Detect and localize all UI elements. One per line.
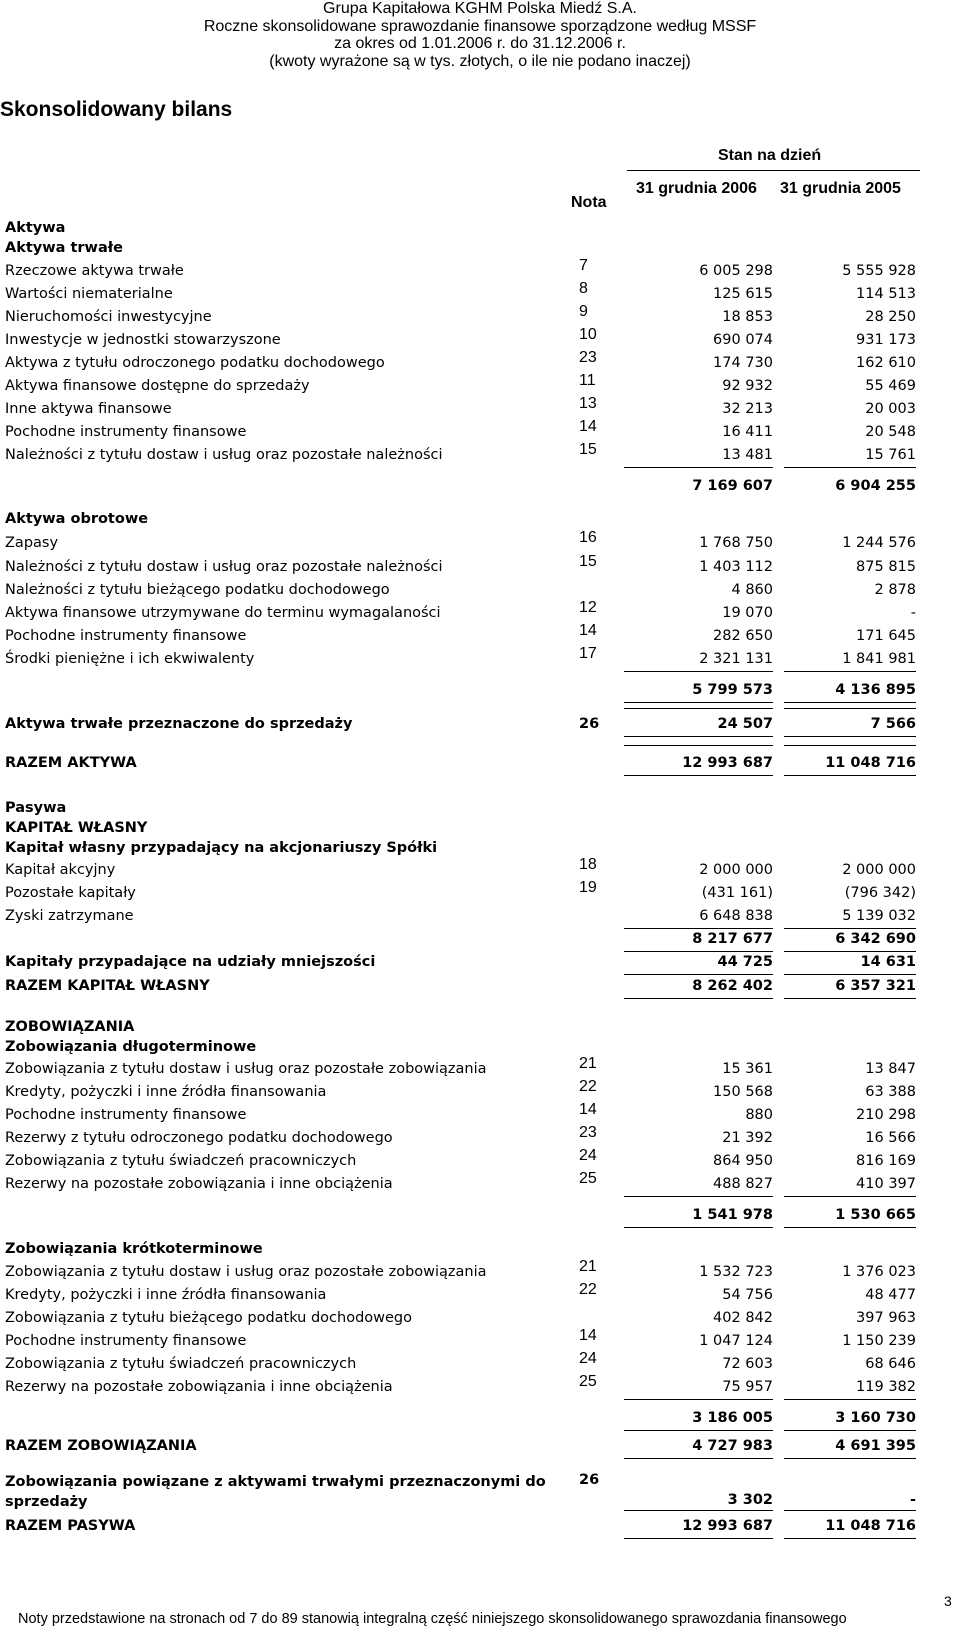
table-row bbox=[0, 820, 960, 840]
value-2006: 690 074 bbox=[713, 332, 773, 348]
value-2006: 1 403 112 bbox=[699, 559, 773, 575]
value-underline bbox=[624, 974, 773, 975]
row-nota: 21 bbox=[579, 1055, 597, 1072]
table-row bbox=[0, 1019, 960, 1039]
row-label: RAZEM KAPITAŁ WŁASNY bbox=[5, 978, 210, 994]
value-underline bbox=[624, 1227, 773, 1228]
value-2006: 5 799 573 bbox=[692, 682, 773, 698]
value-underline bbox=[624, 467, 773, 468]
table-row bbox=[0, 1147, 960, 1173]
value-2006: 174 730 bbox=[713, 355, 773, 371]
table-row bbox=[0, 954, 960, 974]
value-2005: - bbox=[909, 1492, 916, 1508]
value-underline bbox=[784, 775, 916, 776]
row-nota: 17 bbox=[579, 645, 597, 662]
report-title-line: Roczne skonsolidowane sprawozdanie finansowe sporządzone według MSSF bbox=[203, 17, 757, 35]
value-underline bbox=[784, 1510, 916, 1511]
row-label: Rezerwy na pozostałe zobowiązania i inne obciążenia bbox=[5, 1176, 393, 1192]
value-2006: 1 541 978 bbox=[692, 1207, 773, 1223]
value-underline bbox=[624, 928, 773, 929]
value-underline bbox=[784, 1196, 916, 1197]
value-2006: 6 005 298 bbox=[699, 263, 773, 279]
table-row bbox=[0, 303, 960, 329]
table-row bbox=[0, 1518, 960, 1538]
table-row bbox=[0, 1124, 960, 1150]
row-label: Zobowiązania z tytułu dostaw i usług oraz pozostałe zobowiązania bbox=[5, 1264, 487, 1280]
subtotal-row bbox=[0, 478, 960, 498]
row-nota: 14 bbox=[579, 622, 597, 639]
value-2005: 6 357 321 bbox=[835, 978, 916, 994]
value-2005: 119 382 bbox=[856, 1379, 916, 1395]
row-label: Wartości niematerialne bbox=[5, 286, 173, 302]
row-label: RAZEM PASYWA bbox=[5, 1518, 136, 1534]
value-underline bbox=[784, 1538, 916, 1539]
page-number: 3 bbox=[944, 1593, 952, 1609]
table-row bbox=[0, 220, 960, 240]
table-row bbox=[0, 418, 960, 444]
value-2006: (431 161) bbox=[701, 885, 773, 901]
report-period: za okres od 1.01.2006 r. do 31.12.2006 r. bbox=[334, 35, 626, 52]
row-nota: 14 bbox=[579, 1327, 597, 1344]
value-2006: 72 603 bbox=[722, 1356, 773, 1372]
value-2006: 282 650 bbox=[713, 628, 773, 644]
table-row bbox=[0, 599, 960, 625]
value-2005: 816 169 bbox=[856, 1153, 916, 1169]
value-2006: 6 648 838 bbox=[699, 908, 773, 924]
value-2005: 5 139 032 bbox=[842, 908, 916, 924]
value-underline bbox=[624, 775, 773, 776]
value-2005: 5 555 928 bbox=[842, 263, 916, 279]
column-header-nota: Nota bbox=[571, 194, 607, 211]
row-label: Aktywa finansowe utrzymywane do terminu wymagalaności bbox=[5, 605, 441, 621]
value-2005: 20 003 bbox=[865, 401, 916, 417]
value-2005: 875 815 bbox=[856, 559, 916, 575]
value-2005: 63 388 bbox=[865, 1084, 916, 1100]
value-2006: 880 bbox=[745, 1107, 773, 1123]
value-2005: 114 513 bbox=[856, 286, 916, 302]
table-row bbox=[0, 622, 960, 648]
value-2005: 4 136 895 bbox=[835, 682, 916, 698]
row-label: Należności z tytułu dostaw i usług oraz pozostałe należności bbox=[5, 559, 443, 575]
row-label: Pasywa bbox=[5, 800, 67, 816]
value-2006: 21 392 bbox=[722, 1130, 773, 1146]
value-2005: 1 376 023 bbox=[842, 1264, 916, 1280]
row-label: Pochodne instrumenty finansowe bbox=[5, 424, 247, 440]
row-nota: 9 bbox=[579, 303, 588, 320]
table-row bbox=[0, 755, 960, 775]
page-title: Skonsolidowany bilans bbox=[0, 98, 233, 121]
row-label: Aktywa trwałe przeznaczone do sprzedaży bbox=[5, 716, 353, 732]
row-nota: 23 bbox=[579, 1124, 597, 1141]
value-2005: (796 342) bbox=[844, 885, 916, 901]
value-2006: 1 047 124 bbox=[699, 1333, 773, 1349]
row-nota: 10 bbox=[579, 326, 597, 343]
table-row bbox=[0, 1310, 960, 1330]
table-row bbox=[0, 1281, 960, 1307]
value-2005: 410 397 bbox=[856, 1176, 916, 1192]
row-label: Należności z tytułu bieżącego podatku dochodowego bbox=[5, 582, 390, 598]
value-2006: 12 993 687 bbox=[682, 1518, 773, 1534]
table-row bbox=[0, 1472, 960, 1510]
value-2006: 16 411 bbox=[722, 424, 773, 440]
column-group-divider bbox=[627, 170, 920, 171]
row-nota: 25 bbox=[579, 1170, 597, 1187]
table-row bbox=[0, 553, 960, 579]
table-row bbox=[0, 529, 960, 555]
value-2005: 20 548 bbox=[865, 424, 916, 440]
row-label: Zobowiązania z tytułu świadczeń pracowniczych bbox=[5, 1153, 357, 1169]
row-label: Pochodne instrumenty finansowe bbox=[5, 1107, 247, 1123]
value-2006: 1 768 750 bbox=[699, 535, 773, 551]
table-row bbox=[0, 879, 960, 905]
row-label: Zobowiązania z tytułu świadczeń pracowniczych bbox=[5, 1356, 357, 1372]
value-2006: 54 756 bbox=[722, 1287, 773, 1303]
row-label: Zobowiązania powiązane z aktywami trwałymi przeznaczonymi do sprzedaży bbox=[5, 1474, 546, 1510]
table-row bbox=[0, 856, 960, 882]
value-2006: 4 727 983 bbox=[692, 1438, 773, 1454]
value-2005: 1 244 576 bbox=[842, 535, 916, 551]
value-2006: 92 932 bbox=[722, 378, 773, 394]
value-2005: 13 847 bbox=[865, 1061, 916, 1077]
company-name: Grupa Kapitałowa KGHM Polska Miedź S.A. bbox=[323, 0, 637, 17]
value-2005: 1 150 239 bbox=[842, 1333, 916, 1349]
value-2005: 1 841 981 bbox=[842, 651, 916, 667]
row-label: Środki pieniężne i ich ekwiwalenty bbox=[5, 651, 255, 667]
row-label: Zobowiązania krótkoterminowe bbox=[5, 1241, 263, 1257]
value-underline bbox=[624, 736, 773, 737]
row-label: Zobowiązania z tytułu dostaw i usług oraz pozostałe zobowiązania bbox=[5, 1061, 487, 1077]
value-2006: 13 481 bbox=[722, 447, 773, 463]
value-underline bbox=[784, 467, 916, 468]
value-underline bbox=[784, 1399, 916, 1400]
table-row bbox=[0, 240, 960, 260]
value-overline bbox=[784, 745, 916, 746]
row-nota: 26 bbox=[579, 716, 600, 732]
table-row bbox=[0, 1101, 960, 1127]
row-label: Nieruchomości inwestycyjne bbox=[5, 309, 212, 325]
row-label: RAZEM AKTYWA bbox=[5, 755, 137, 771]
value-2006: 488 827 bbox=[713, 1176, 773, 1192]
row-label: Aktywa trwałe bbox=[5, 240, 123, 256]
value-underline bbox=[784, 671, 916, 672]
value-underline bbox=[624, 1196, 773, 1197]
value-overline bbox=[784, 708, 916, 709]
table-row bbox=[0, 908, 960, 928]
row-label: Kapitał akcyjny bbox=[5, 862, 116, 878]
table-row bbox=[0, 1078, 960, 1104]
row-label: Należności z tytułu dostaw i usług oraz pozostałe należności bbox=[5, 447, 443, 463]
row-label: Zyski zatrzymane bbox=[5, 908, 134, 924]
value-2006: 44 725 bbox=[717, 954, 773, 970]
value-underline bbox=[624, 671, 773, 672]
value-2005: 6 342 690 bbox=[835, 931, 916, 947]
row-nota: 14 bbox=[579, 1101, 597, 1118]
value-underline bbox=[624, 1510, 773, 1511]
value-2005: 2 878 bbox=[874, 582, 916, 598]
value-underline bbox=[784, 998, 916, 999]
table-row bbox=[0, 1327, 960, 1353]
value-underline bbox=[624, 1399, 773, 1400]
value-2006: 15 361 bbox=[722, 1061, 773, 1077]
subtotal-row bbox=[0, 931, 960, 951]
subtotal-row bbox=[0, 1207, 960, 1227]
value-2006: 19 070 bbox=[722, 605, 773, 621]
table-row bbox=[0, 716, 960, 736]
value-2005: 1 530 665 bbox=[835, 1207, 916, 1223]
subtotal-row bbox=[0, 1410, 960, 1430]
value-2006: 7 169 607 bbox=[692, 478, 773, 494]
value-2006: 12 993 687 bbox=[682, 755, 773, 771]
value-2005: 68 646 bbox=[865, 1356, 916, 1372]
column-header-2005: 31 grudnia 2005 bbox=[780, 180, 901, 197]
row-nota: 8 bbox=[579, 280, 588, 297]
row-nota: 19 bbox=[579, 879, 597, 896]
table-row bbox=[0, 441, 960, 467]
row-nota: 14 bbox=[579, 418, 597, 435]
value-2005: 397 963 bbox=[856, 1310, 916, 1326]
value-2006: 125 615 bbox=[713, 286, 773, 302]
row-label: Aktywa finansowe dostępne do sprzedaży bbox=[5, 378, 310, 394]
value-underline bbox=[624, 1538, 773, 1539]
row-nota: 12 bbox=[579, 599, 597, 616]
row-label: Kapitał własny przypadający na akcjonariuszy Spółki bbox=[5, 840, 438, 856]
row-label: KAPITAŁ WŁASNY bbox=[5, 820, 148, 836]
value-2005: 28 250 bbox=[865, 309, 916, 325]
row-nota: 26 bbox=[579, 1472, 600, 1488]
value-underline bbox=[624, 998, 773, 999]
row-label: ZOBOWIĄZANIA bbox=[5, 1019, 135, 1035]
row-label: RAZEM ZOBOWIĄZANIA bbox=[5, 1438, 197, 1454]
row-nota: 16 bbox=[579, 529, 597, 546]
value-2006: 402 842 bbox=[713, 1310, 773, 1326]
row-label: Pochodne instrumenty finansowe bbox=[5, 1333, 247, 1349]
value-2005: 210 298 bbox=[856, 1107, 916, 1123]
row-nota: 24 bbox=[579, 1350, 597, 1367]
value-underline bbox=[624, 1458, 773, 1459]
value-underline bbox=[784, 736, 916, 737]
row-nota: 24 bbox=[579, 1147, 597, 1164]
table-row bbox=[0, 349, 960, 375]
row-nota: 21 bbox=[579, 1258, 597, 1275]
row-nota: 15 bbox=[579, 553, 597, 570]
value-underline bbox=[784, 1227, 916, 1228]
value-2005: 14 631 bbox=[860, 954, 916, 970]
row-label: Rezerwy na pozostałe zobowiązania i inne obciążenia bbox=[5, 1379, 393, 1395]
value-underline bbox=[624, 951, 773, 952]
value-underline bbox=[624, 702, 773, 703]
table-row bbox=[0, 1373, 960, 1399]
value-2005: 931 173 bbox=[856, 332, 916, 348]
row-label: Zapasy bbox=[5, 535, 59, 551]
value-2005: 11 048 716 bbox=[825, 1518, 916, 1534]
value-2006: 8 217 677 bbox=[692, 931, 773, 947]
report-header bbox=[0, 0, 960, 70]
value-2005: 55 469 bbox=[865, 378, 916, 394]
table-row bbox=[0, 1039, 960, 1059]
row-label: Aktywa z tytułu odroczonego podatku dochodowego bbox=[5, 355, 385, 371]
row-label: Zobowiązania długoterminowe bbox=[5, 1039, 257, 1055]
row-label: Kredyty, pożyczki i inne źródła finansowania bbox=[5, 1084, 327, 1100]
value-2005: 162 610 bbox=[856, 355, 916, 371]
value-2006: 1 532 723 bbox=[699, 1264, 773, 1280]
table-row bbox=[0, 326, 960, 352]
row-label: Rzeczowe aktywa trwałe bbox=[5, 263, 184, 279]
table-row bbox=[0, 280, 960, 306]
footer-note: Noty przedstawione na stronach od 7 do 89 stanowią integralną część niniejszego skonsolidowanego sprawozdania finansowego bbox=[18, 1611, 847, 1627]
value-2005: 3 160 730 bbox=[835, 1410, 916, 1426]
table-row bbox=[0, 1241, 960, 1261]
table-row bbox=[0, 645, 960, 671]
row-nota: 11 bbox=[579, 372, 596, 389]
value-2006: 75 957 bbox=[722, 1379, 773, 1395]
value-underline bbox=[784, 974, 916, 975]
table-row bbox=[0, 1438, 960, 1458]
column-group-header: Stan na dzień bbox=[718, 147, 822, 164]
table-row bbox=[0, 372, 960, 398]
row-nota: 15 bbox=[579, 441, 597, 458]
value-2005: 7 566 bbox=[870, 716, 916, 732]
value-2006: 2 321 131 bbox=[699, 651, 773, 667]
row-nota: 18 bbox=[579, 856, 597, 873]
value-overline bbox=[624, 745, 773, 746]
value-2006: 18 853 bbox=[722, 309, 773, 325]
value-2005: 15 761 bbox=[865, 447, 916, 463]
row-label: Pochodne instrumenty finansowe bbox=[5, 628, 247, 644]
table-row bbox=[0, 1350, 960, 1376]
value-2005: 4 691 395 bbox=[835, 1438, 916, 1454]
value-2005: 2 000 000 bbox=[842, 862, 916, 878]
row-label: Aktywa obrotowe bbox=[5, 511, 149, 527]
value-2006: 2 000 000 bbox=[699, 862, 773, 878]
value-underline bbox=[784, 1458, 916, 1459]
value-2005: 16 566 bbox=[865, 1130, 916, 1146]
table-row bbox=[0, 395, 960, 421]
value-2005: 11 048 716 bbox=[825, 755, 916, 771]
value-underline bbox=[784, 951, 916, 952]
row-label: Kredyty, pożyczki i inne źródła finansowania bbox=[5, 1287, 327, 1303]
value-underline bbox=[784, 1430, 916, 1431]
column-header-2006: 31 grudnia 2006 bbox=[636, 180, 757, 197]
value-underline bbox=[624, 1430, 773, 1431]
table-row bbox=[0, 1258, 960, 1284]
value-2005: 48 477 bbox=[865, 1287, 916, 1303]
table-row bbox=[0, 800, 960, 820]
value-2006: 24 507 bbox=[717, 716, 773, 732]
value-2006: 3 302 bbox=[727, 1492, 773, 1508]
row-label: Kapitały przypadające na udziały mniejszości bbox=[5, 954, 376, 970]
value-2005: 171 645 bbox=[856, 628, 916, 644]
row-label: Inwestycje w jednostki stowarzyszone bbox=[5, 332, 281, 348]
row-nota: 25 bbox=[579, 1373, 597, 1390]
row-label: Aktywa bbox=[5, 220, 66, 236]
row-nota: 13 bbox=[579, 395, 597, 412]
value-underline bbox=[784, 928, 916, 929]
subtotal-row bbox=[0, 682, 960, 702]
value-2006: 4 860 bbox=[731, 582, 773, 598]
table-row bbox=[0, 1170, 960, 1196]
currency-note: (kwoty wyrażone są w tys. złotych, o ile nie podano inaczej) bbox=[269, 52, 691, 70]
table-row bbox=[0, 840, 960, 860]
value-overline bbox=[624, 708, 773, 709]
table-row bbox=[0, 582, 960, 602]
row-nota: 22 bbox=[579, 1078, 597, 1095]
value-2006: 150 568 bbox=[713, 1084, 773, 1100]
value-underline bbox=[784, 702, 916, 703]
value-2006: 3 186 005 bbox=[692, 1410, 773, 1426]
value-2006: 8 262 402 bbox=[692, 978, 773, 994]
row-nota: 22 bbox=[579, 1281, 597, 1298]
table-row bbox=[0, 978, 960, 998]
row-nota: 23 bbox=[579, 349, 597, 366]
row-label: Rezerwy z tytułu odroczonego podatku dochodowego bbox=[5, 1130, 393, 1146]
table-row bbox=[0, 257, 960, 283]
value-2006: 864 950 bbox=[713, 1153, 773, 1169]
row-label: Pozostałe kapitały bbox=[5, 885, 136, 901]
table-row bbox=[0, 511, 960, 531]
value-2006: 32 213 bbox=[722, 401, 773, 417]
table-row bbox=[0, 1055, 960, 1081]
value-2005: - bbox=[910, 605, 916, 621]
value-2005: 6 904 255 bbox=[835, 478, 916, 494]
row-nota: 7 bbox=[579, 257, 588, 274]
row-label: Zobowiązania z tytułu bieżącego podatku dochodowego bbox=[5, 1310, 413, 1326]
row-label: Inne aktywa finansowe bbox=[5, 401, 172, 417]
